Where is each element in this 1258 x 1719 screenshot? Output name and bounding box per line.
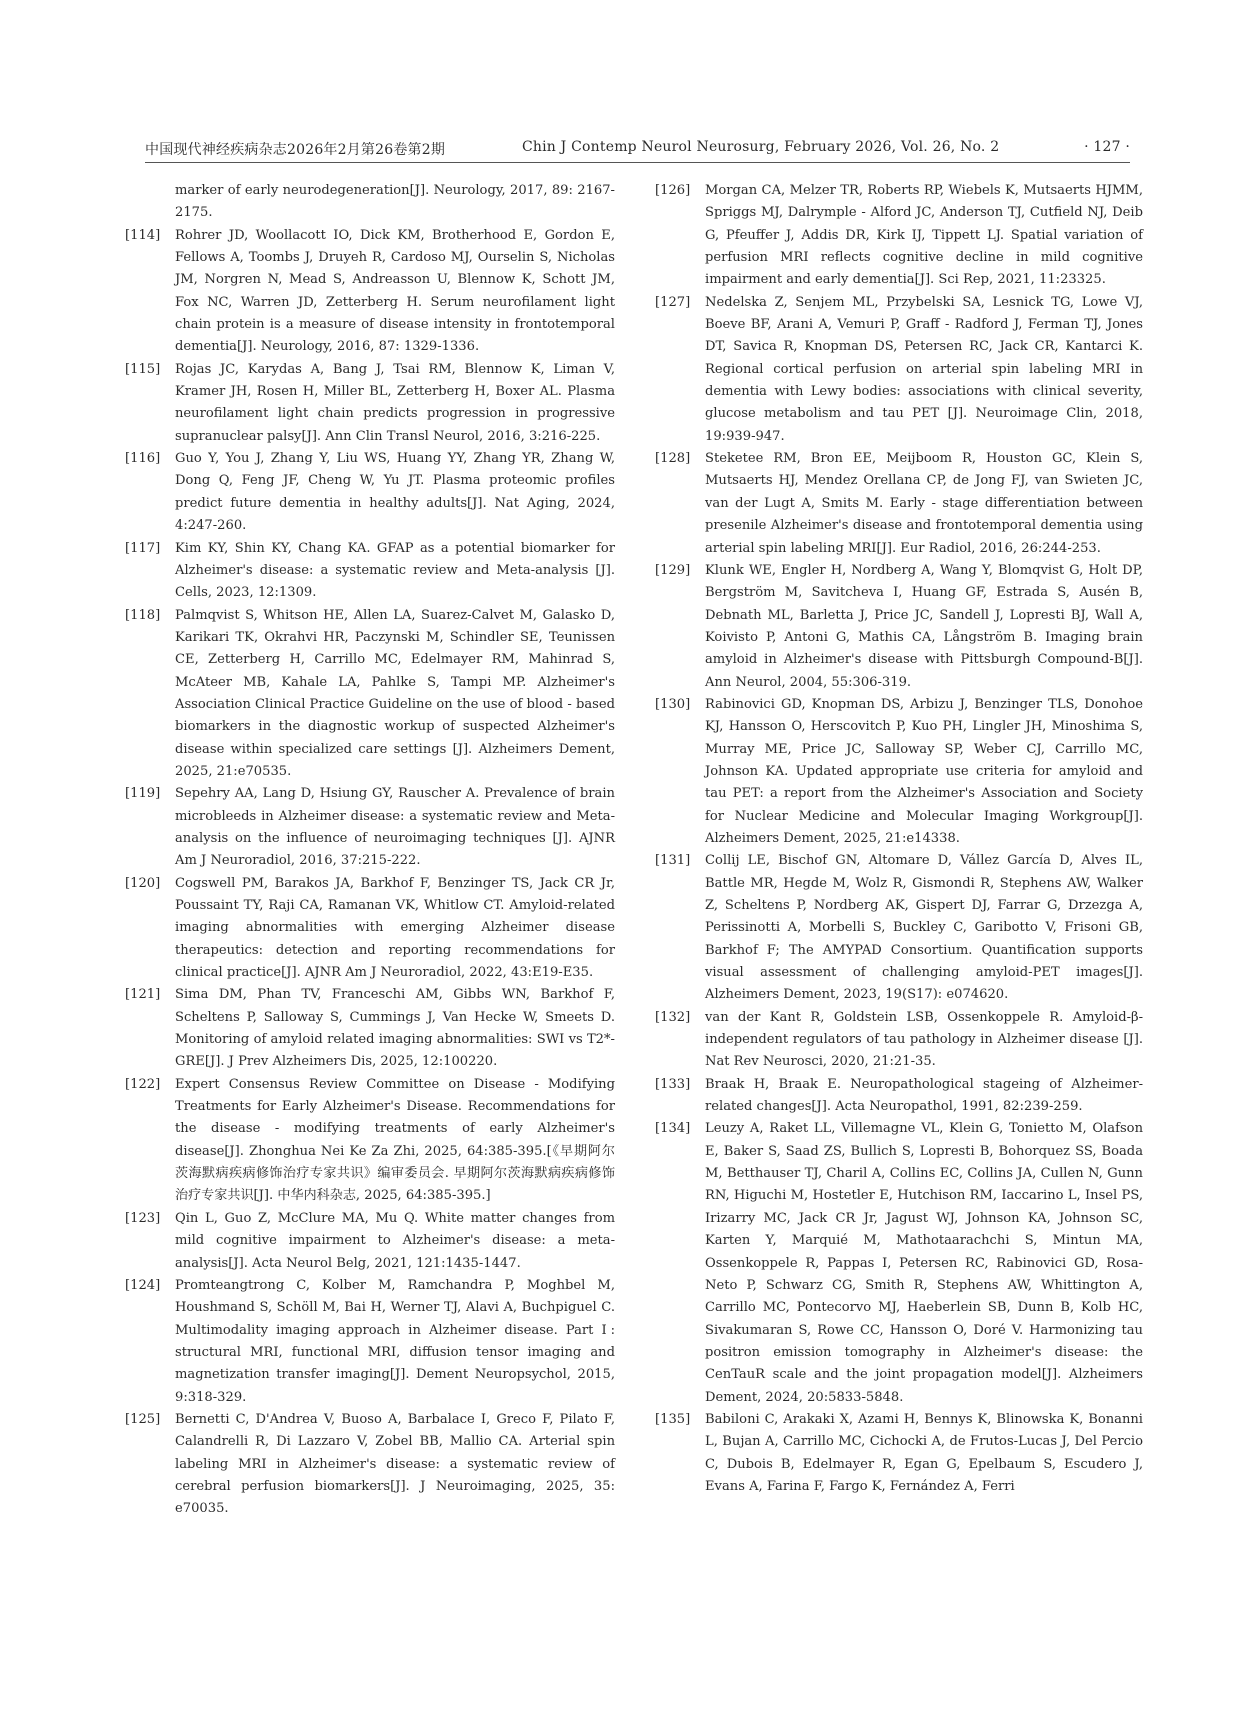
reference-entry xyxy=(125,1074,615,1208)
reference-number: [122] xyxy=(125,1076,161,1092)
reference-text: Collij LE, Bischof GN, Altomare D, Vállez García D, Alves IL, Battle MR, Hegde M, Wolz R, Gismondi R, Stephens AW, Walker Z, Scheltens P, Nordberg AK, Gispert DJ, Farrar G, Drzezga A, Perissinotti A, Morbelli S, Buckley C, Garibotto V, Frisoni GB, Barkhof F; The AMYPAD Consortium. Quantification supports visual assessment of challenging amyloid-PET images[J]. Alzheimers Dement, 2023, 19(S17): e074620. xyxy=(705,853,1143,1003)
reference-entry xyxy=(655,850,1143,1006)
reference-text: Promteangtrong C, Kolber M, Ramchandra P, Moghbel M, Houshmand S, Schöll M, Bai H, Werner TJ, Alavi A, Buchpiguel C. Multimodality imaging approach in Alzheimer disease. Part Ⅰ: structural MRI, functional MRI, diffusion tensor imaging and magnetization transfer imaging[J]. Dement Neuropsychol, 2015, 9:318-329. xyxy=(175,1277,615,1405)
reference-number: [118] xyxy=(125,607,161,623)
reference-entry xyxy=(125,783,615,872)
reference-number: [124] xyxy=(125,1277,161,1293)
reference-entry xyxy=(655,694,1143,850)
reference-entry xyxy=(655,1007,1143,1074)
reference-text: Cogswell PM, Barakos JA, Barkhof F, Benzinger TS, Jack CR Jr, Poussaint TY, Raji CA, Ramanan VK, Whitlow CT. Amyloid-related imaging abnormalities with emerging Alzheimer disease therapeutics: detection and reporting recommendations for clinical practice[J]. AJNR Am J Neuroradiol, 2022, 43:E19-E35. xyxy=(175,875,615,981)
reference-number: [119] xyxy=(125,786,161,802)
reference-text: Babiloni C, Arakaki X, Azami H, Bennys K, Blinowska K, Bonanni L, Bujan A, Carrillo MC, Cichocki A, de Frutos-Lucas J, Del Percio C, Dubois B, Edelmayer R, Egan G, Epelbaum S, Escudero J, Evans A, Farina F, Fargo K, Fernández A, Ferri xyxy=(705,1411,1143,1494)
reference-entry xyxy=(655,1118,1143,1408)
reference-text: Klunk WE, Engler H, Nordberg A, Wang Y, Blomqvist G, Holt DP, Bergström M, Savitcheva I, Huang GF, Estrada S, Ausén B, Debnath ML, Barletta J, Price JC, Sandell J, Lopresti BJ, Wall A, Koivisto P, Antoni G, Mathis CA, Långström B. Imaging brain amyloid in Alzheimer's disease with Pittsburgh Compound-B[J]. Ann Neurol, 2004, 55:306-319. xyxy=(705,562,1143,690)
right-column-references xyxy=(655,180,1143,1498)
reference-text: Bernetti C, D'Andrea V, Buoso A, Barbalace I, Greco F, Pilato F, Calandrelli R, Di Lazzaro V, Zobel BB, Mallio CA. Arterial spin labeling MRI in Alzheimer's disease: a systematic review of cerebral perfusion biomarkers[J]. J Neuroimaging, 2025, 35: e70035. xyxy=(175,1411,615,1517)
reference-entry xyxy=(125,225,615,359)
reference-entry xyxy=(655,1074,1143,1119)
reference-number: [126] xyxy=(655,183,691,198)
reference-entry xyxy=(655,1409,1143,1498)
reference-number: [134] xyxy=(655,1121,691,1137)
reference-entry xyxy=(125,984,615,1073)
reference-number: [128] xyxy=(655,451,691,467)
reference-text: Sepehry AA, Lang D, Hsiung GY, Rauscher A. Prevalence of brain microbleeds in Alzheimer disease: a systematic review and Meta-analysis on the influence of neuroimaging techniques [J]. AJNR Am J Neuroradiol, 2016, 37:215-222. xyxy=(175,786,615,869)
reference-text: marker of early neurodegeneration[J]. Neurology, 2017, 89: 2167-2175. xyxy=(175,183,615,221)
reference-number: [121] xyxy=(125,987,161,1003)
reference-number: [114] xyxy=(125,227,161,243)
reference-number: [125] xyxy=(125,1411,161,1427)
reference-number: [130] xyxy=(655,696,691,712)
reference-text: Leuzy A, Raket LL, Villemagne VL, Klein G, Tonietto M, Olafson E, Baker S, Saad ZS, Bullich S, Lopresti B, Bohorquez SS, Boada M, Betthauser TJ, Charil A, Collins EC, Collins JA, Cullen N, Gunn RN, Higuchi M, Hostetler E, Hutchison RM, Iaccarino L, Insel PS, Irizarry MC, Jack CR Jr, Jagust WJ, Johnson KA, Johnson SC, Karten Y, Marquié M, Mathotaarachchi S, Mintun MA, Ossenkoppele R, Pappas I, Petersen RC, Rabinovici GD, Rosa-Neto P, Schwarz CG, Smith R, Stephens AW, Whittington A, Carrillo MC, Pontecorvo MJ, Haeberlein SB, Dunn B, Kolb HC, Sivakumaran S, Rowe CC, Hansson O, Doré V. Harmonizing tau positron emission tomography in Alzheimer's disease: the CenTauR scale and the joint propagation model[J]. Alzheimers Dement, 2024, 20:5833-5848. xyxy=(705,1121,1143,1405)
reference-entry xyxy=(125,1208,615,1275)
reference-text: Qin L, Guo Z, McClure MA, Mu Q. White matter changes from mild cognitive impairment to Alzheimer's disease: a meta-analysis[J]. Acta Neurol Belg, 2021, 121:1435-1447. xyxy=(175,1210,615,1271)
reference-text: Expert Consensus Review Committee on Disease - Modifying Treatments for Early Alzheimer's Disease. Recommendations for the disease - modifying treatments of early Alzheimer's disease[J]. Zhonghua Nei Ke Za Zhi, 2025, 64:385-395.[《早期阿尔茨海默病疾病修饰治疗专家共识》编审委员会. 早期阿尔茨海默病疾病修饰治疗专家共识[J]. 中华内科杂志, 2025, 64:385-395.] xyxy=(175,1076,615,1204)
left-column-references xyxy=(125,180,615,1521)
journal-title-en: Chin J Contemp Neurol Neurosurg, February 2026, Vol. 26, No. 2 xyxy=(522,139,1000,155)
page-number: · 127 · xyxy=(1084,139,1130,155)
reference-entry xyxy=(125,1409,615,1521)
reference-entry xyxy=(125,180,615,225)
reference-number: [123] xyxy=(125,1210,161,1226)
running-header xyxy=(145,137,1130,163)
reference-text: Rojas JC, Karydas A, Bang J, Tsai RM, Blennow K, Liman V, Kramer JH, Rosen H, Miller BL, Zetterberg H, Boxer AL. Plasma neurofilament light chain predicts progression in progressive supranuclear palsy[J]. Ann Clin Transl Neurol, 2016, 3:216-225. xyxy=(175,361,615,444)
reference-text: Guo Y, You J, Zhang Y, Liu WS, Huang YY, Zhang YR, Zhang W, Dong Q, Feng JF, Cheng W, Yu JT. Plasma proteomic profiles predict future dementia in healthy adults[J]. Nat Aging, 2024, 4:247-260. xyxy=(175,451,615,534)
reference-number: [133] xyxy=(655,1076,691,1092)
reference-text: Nedelska Z, Senjem ML, Przybelski SA, Lesnick TG, Lowe VJ, Boeve BF, Arani A, Vemuri P, Graff - Radford J, Ferman TJ, Jones DT, Savica R, Knopman DS, Petersen RC, Jack CR, Kantarci K. Regional cortical perfusion on arterial spin labeling MRI in dementia with Lewy bodies: associations with clinical severity, glucose metabolism and tau PET [J]. Neuroimage Clin, 2018, 19:939-947. xyxy=(705,294,1143,444)
reference-number: [129] xyxy=(655,562,691,578)
header-rule xyxy=(145,162,1130,163)
reference-entry xyxy=(125,359,615,448)
reference-entry xyxy=(125,605,615,784)
reference-entry xyxy=(125,538,615,605)
reference-entry xyxy=(655,180,1143,292)
reference-number: [120] xyxy=(125,875,161,891)
reference-number: [115] xyxy=(125,361,161,377)
reference-text: Morgan CA, Melzer TR, Roberts RP, Wiebels K, Mutsaerts HJMM, Spriggs MJ, Dalrymple - Alford JC, Anderson TJ, Cutfield NJ, Deib G, Pfeuffer J, Addis DR, Kirk IJ, Tippett LJ. Spatial variation of perfusion MRI reflects cognitive decline in mild cognitive impairment and early dementia[J]. Sci Rep, 2021, 11:23325. xyxy=(705,183,1143,288)
reference-text: Rohrer JD, Woollacott IO, Dick KM, Brotherhood E, Gordon E, Fellows A, Toombs J, Druyeh R, Cardoso MJ, Ourselin S, Nicholas JM, Norgren N, Mead S, Andreasson U, Blennow K, Schott JM, Fox NC, Warren JD, Zetterberg H. Serum neurofilament light chain protein is a measure of disease intensity in frontotemporal dementia[J]. Neurology, 2016, 87: 1329-1336. xyxy=(175,227,615,355)
journal-title-cn: 中国现代神经疾病杂志2026年2月第26卷第2期 xyxy=(145,142,446,158)
reference-text: Steketee RM, Bron EE, Meijboom R, Houston GC, Klein S, Mutsaerts HJ, Mendez Orellana CP, de Jong FJ, van Swieten JC, van der Lugt A, Smits M. Early - stage differentiation between presenile Alzheimer's disease and frontotemporal dementia using arterial spin labeling MRI[J]. Eur Radiol, 2016, 26:244-253. xyxy=(705,451,1143,556)
reference-number: [116] xyxy=(125,451,161,467)
reference-number: [135] xyxy=(655,1411,691,1427)
reference-entry xyxy=(655,560,1143,694)
reference-entry xyxy=(125,448,615,537)
reference-text: Kim KY, Shin KY, Chang KA. GFAP as a potential biomarker for Alzheimer's disease: a systematic review and Meta-analysis [J]. Cells, 2023, 12:1309. xyxy=(175,540,615,601)
reference-entry xyxy=(125,873,615,985)
reference-number: [132] xyxy=(655,1009,691,1025)
reference-number: [127] xyxy=(655,294,691,310)
reference-entry xyxy=(655,292,1143,448)
reference-text: Rabinovici GD, Knopman DS, Arbizu J, Benzinger TLS, Donohoe KJ, Hansson O, Herscovitch P, Kuo PH, Lingler JH, Minoshima S, Murray ME, Price JC, Salloway SP, Weber CJ, Carrillo MC, Johnson KA. Updated appropriate use criteria for amyloid and tau PET: a report from the Alzheimer's Association and Society for Nuclear Medicine and Molecular Imaging Workgroup[J]. Alzheimers Dement, 2025, 21:e14338. xyxy=(705,696,1143,846)
reference-text: van der Kant R, Goldstein LSB, Ossenkoppele R. Amyloid-β-independent regulators of tau pathology in Alzheimer disease [J]. Nat Rev Neurosci, 2020, 21:21-35. xyxy=(705,1009,1143,1070)
reference-entry xyxy=(125,1275,615,1409)
reference-number: [117] xyxy=(125,540,161,556)
reference-entry xyxy=(655,448,1143,560)
reference-number: [131] xyxy=(655,853,691,869)
reference-text: Sima DM, Phan TV, Franceschi AM, Gibbs WN, Barkhof F, Scheltens P, Salloway S, Cummings J, Van Hecke W, Smeets D. Monitoring of amyloid related imaging abnormalities: SWI vs T2*-GRE[J]. J Prev Alzheimers Dis, 2025, 12:100220. xyxy=(175,987,615,1070)
reference-text: Braak H, Braak E. Neuropathological stageing of Alzheimer-related changes[J]. Acta Neuropathol, 1991, 82:239-259. xyxy=(705,1076,1143,1115)
reference-text: Palmqvist S, Whitson HE, Allen LA, Suarez-Calvet M, Galasko D, Karikari TK, Okrahvi HR, Paczynski M, Schindler SE, Teunissen CE, Zetterberg H, Carrillo MC, Edelmayer RM, Mahinrad S, McAteer MB, Kahale LA, Pahlke S, Tampi MP. Alzheimer's Association Clinical Practice Guideline on the use of blood - based biomarkers in the diagnostic workup of suspected Alzheimer's disease within specialized care settings [J]. Alzheimers Dement, 2025, 21:e70535. xyxy=(175,607,615,779)
